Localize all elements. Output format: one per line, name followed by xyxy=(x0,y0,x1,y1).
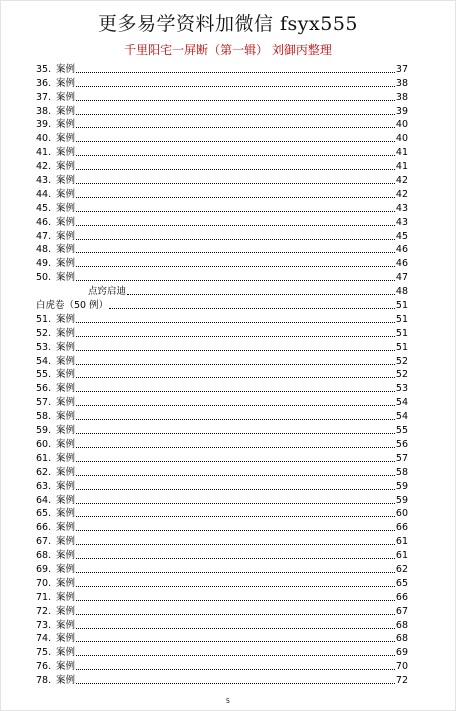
toc-dot-leader xyxy=(76,196,395,198)
toc-page-number: 59 xyxy=(395,480,408,492)
toc-entry-label: 案例 xyxy=(56,119,76,131)
toc-entry[interactable] xyxy=(36,603,408,617)
toc-dot-leader xyxy=(109,307,395,309)
toc-dot-leader xyxy=(76,85,395,87)
toc-dot-leader xyxy=(76,140,395,142)
toc-entry-label: 案例 xyxy=(56,438,76,450)
toc-entry-label: 案例 xyxy=(56,480,76,492)
toc-page-number: 61 xyxy=(395,536,408,548)
toc-entry[interactable] xyxy=(36,519,408,533)
toc-entry-number: 74. xyxy=(36,633,52,645)
toc-entry-number: 65. xyxy=(36,508,52,520)
document-subtitle: 千里阳宅一屏断（第一辑） 刘御丙整理 xyxy=(124,43,332,57)
toc-page-number: 42 xyxy=(395,175,408,187)
toc-entry-label: 案例 xyxy=(56,105,76,117)
toc-entry[interactable] xyxy=(36,255,408,269)
toc-entry-number: 54. xyxy=(36,355,52,367)
toc-page-number: 43 xyxy=(395,216,408,228)
toc-entry[interactable] xyxy=(36,89,408,103)
toc-entry-number: 40. xyxy=(36,133,52,145)
toc-dot-leader xyxy=(76,585,395,587)
toc-dot-leader xyxy=(76,363,395,365)
toc-entry[interactable] xyxy=(36,644,408,658)
toc-entry[interactable] xyxy=(36,561,408,575)
toc-entry-number: 58. xyxy=(36,411,52,423)
toc-page-number: 46 xyxy=(395,244,408,256)
toc-dot-leader xyxy=(76,349,395,351)
toc-entry[interactable] xyxy=(36,130,408,144)
toc-page-number: 57 xyxy=(395,452,408,464)
toc-entry-number: 49. xyxy=(36,258,52,270)
toc-entry-label: 案例 xyxy=(56,133,76,145)
toc-entry-number: 35. xyxy=(36,63,52,75)
toc-entry-number: 62. xyxy=(36,466,52,478)
toc-page-number: 66 xyxy=(395,591,408,603)
toc-page-number: 46 xyxy=(395,258,408,270)
toc-entry[interactable] xyxy=(36,172,408,186)
toc-dot-leader xyxy=(76,113,395,115)
toc-page-number: 37 xyxy=(395,63,408,75)
toc-dot-leader xyxy=(76,640,395,642)
toc-dot-leader xyxy=(76,571,395,573)
toc-dot-leader xyxy=(76,418,395,420)
toc-page-number: 56 xyxy=(395,438,408,450)
toc-entry[interactable] xyxy=(36,339,408,353)
toc-entry-label: 案例 xyxy=(56,397,76,409)
toc-entry-number: 56. xyxy=(36,383,52,395)
toc-dot-leader xyxy=(76,474,395,476)
toc-entry[interactable] xyxy=(36,492,408,506)
toc-section-heading[interactable] xyxy=(36,297,408,311)
toc-dot-leader xyxy=(76,251,395,253)
toc-entry-number: 59. xyxy=(36,425,52,437)
toc-dot-leader xyxy=(76,529,395,531)
toc-entry-number: 75. xyxy=(36,647,52,659)
toc-entry-label: 案例 xyxy=(56,272,76,284)
toc-entry[interactable] xyxy=(36,478,408,492)
toc-entry-label: 案例 xyxy=(56,633,76,645)
toc-dot-leader xyxy=(76,488,395,490)
toc-page-number: 54 xyxy=(395,397,408,409)
toc-entry[interactable] xyxy=(36,617,408,631)
toc-dot-leader xyxy=(76,168,395,170)
toc-entry-label: 案例 xyxy=(56,216,76,228)
toc-entry-label: 案例 xyxy=(56,147,76,159)
toc-entry-label: 案例 xyxy=(56,661,76,673)
toc-entry[interactable] xyxy=(36,311,408,325)
watermark-title: 更多易学资料加微信 fsyx555 xyxy=(97,13,359,35)
toc-page-number: 52 xyxy=(395,369,408,381)
toc-page-number: 68 xyxy=(395,619,408,631)
toc-note-entry[interactable] xyxy=(36,283,426,297)
toc-entry[interactable] xyxy=(36,380,408,394)
toc-entry-number: 44. xyxy=(36,188,52,200)
toc-dot-leader xyxy=(76,321,395,323)
toc-page-number: 52 xyxy=(395,355,408,367)
toc-dot-leader xyxy=(76,210,395,212)
toc-dot-leader xyxy=(76,502,395,504)
toc-entry-label: 案例 xyxy=(56,577,76,589)
table-of-contents xyxy=(36,61,408,686)
toc-entry-number: 53. xyxy=(36,341,52,353)
toc-dot-leader xyxy=(76,126,395,128)
toc-entry-label: 案例 xyxy=(56,550,76,562)
toc-entry-label: 点窍启迪 xyxy=(88,286,127,298)
toc-entry-label: 案例 xyxy=(56,188,76,200)
toc-entry-label: 案例 xyxy=(56,508,76,520)
toc-page-number: 38 xyxy=(395,77,408,89)
toc-page-number: 51 xyxy=(395,300,408,312)
toc-entry-number: 50. xyxy=(36,272,52,284)
toc-dot-leader xyxy=(76,668,395,670)
toc-entry-label: 案例 xyxy=(56,619,76,631)
toc-entry-number: 43. xyxy=(36,175,52,187)
toc-entry-number: 57. xyxy=(36,397,52,409)
toc-entry-number: 73. xyxy=(36,619,52,631)
toc-entry[interactable] xyxy=(36,408,408,422)
toc-entry-number: 38. xyxy=(36,105,52,117)
toc-dot-leader xyxy=(76,515,395,517)
toc-dot-leader xyxy=(76,557,395,559)
toc-page-number: 69 xyxy=(395,647,408,659)
toc-page-number: 55 xyxy=(395,425,408,437)
toc-page-number: 47 xyxy=(395,272,408,284)
toc-entry[interactable] xyxy=(36,61,408,75)
toc-page-number: 68 xyxy=(395,633,408,645)
toc-entry-number: 60. xyxy=(36,438,52,450)
toc-dot-leader xyxy=(76,71,395,73)
toc-page-number: 43 xyxy=(395,202,408,214)
toc-page-number: 51 xyxy=(395,327,408,339)
toc-page-number: 58 xyxy=(395,466,408,478)
toc-entry-label: 案例 xyxy=(56,452,76,464)
toc-entry-number: 51. xyxy=(36,313,52,325)
toc-page-number: 41 xyxy=(395,147,408,159)
toc-dot-leader xyxy=(76,182,395,184)
toc-dot-leader xyxy=(76,279,395,281)
toc-entry-number: 78. xyxy=(36,675,52,687)
toc-entry[interactable] xyxy=(36,506,408,520)
toc-entry[interactable] xyxy=(36,422,408,436)
toc-entry[interactable] xyxy=(36,547,408,561)
toc-entry[interactable] xyxy=(36,672,408,686)
toc-entry-number: 47. xyxy=(36,230,52,242)
toc-entry-label: 案例 xyxy=(56,675,76,687)
toc-dot-leader xyxy=(76,543,395,545)
toc-dot-leader xyxy=(76,460,395,462)
toc-entry-number: 63. xyxy=(36,480,52,492)
toc-entry-label: 案例 xyxy=(56,466,76,478)
toc-entry[interactable] xyxy=(36,214,408,228)
toc-entry-label: 案例 xyxy=(56,327,76,339)
toc-entry-number: 46. xyxy=(36,216,52,228)
toc-dot-leader xyxy=(127,293,395,295)
toc-dot-leader xyxy=(76,390,395,392)
toc-dot-leader xyxy=(76,404,395,406)
toc-entry-label: 案例 xyxy=(56,355,76,367)
toc-dot-leader xyxy=(76,682,395,684)
toc-entry-label: 案例 xyxy=(56,244,76,256)
toc-dot-leader xyxy=(76,238,395,240)
toc-dot-leader xyxy=(76,376,395,378)
toc-entry-number: 37. xyxy=(36,91,52,103)
toc-entry[interactable] xyxy=(36,117,408,131)
toc-entry[interactable] xyxy=(36,144,408,158)
toc-entry[interactable] xyxy=(36,464,408,478)
toc-page-number: 59 xyxy=(395,494,408,506)
toc-entry-label: 白虎卷（50 例） xyxy=(36,300,109,312)
page-number: 5 xyxy=(225,697,231,705)
toc-page-number: 70 xyxy=(395,661,408,673)
toc-entry-number: 48. xyxy=(36,244,52,256)
toc-page-number: 45 xyxy=(395,230,408,242)
toc-dot-leader xyxy=(76,335,395,337)
toc-dot-leader xyxy=(76,654,395,656)
toc-entry[interactable] xyxy=(36,269,408,283)
toc-entry[interactable] xyxy=(36,658,408,672)
toc-entry[interactable] xyxy=(36,575,408,589)
toc-entry-number: 72. xyxy=(36,605,52,617)
toc-entry-label: 案例 xyxy=(56,522,76,534)
toc-entry[interactable] xyxy=(36,200,408,214)
toc-entry-label: 案例 xyxy=(56,494,76,506)
toc-dot-leader xyxy=(76,613,395,615)
toc-dot-leader xyxy=(76,432,395,434)
toc-entry[interactable] xyxy=(36,533,408,547)
toc-entry[interactable] xyxy=(36,450,408,464)
toc-page-number: 42 xyxy=(395,188,408,200)
toc-entry[interactable] xyxy=(36,325,408,339)
toc-entry-number: 45. xyxy=(36,202,52,214)
toc-entry-label: 案例 xyxy=(56,341,76,353)
toc-entry-number: 69. xyxy=(36,563,52,575)
toc-entry-label: 案例 xyxy=(56,536,76,548)
toc-entry-label: 案例 xyxy=(56,411,76,423)
toc-entry-label: 案例 xyxy=(56,258,76,270)
toc-dot-leader xyxy=(76,99,395,101)
toc-page-number: 39 xyxy=(395,105,408,117)
toc-entry[interactable] xyxy=(36,242,408,256)
toc-page-number: 53 xyxy=(395,383,408,395)
toc-dot-leader xyxy=(76,599,395,601)
toc-entry[interactable] xyxy=(36,436,408,450)
toc-page-number: 67 xyxy=(395,605,408,617)
toc-entry-number: 55. xyxy=(36,369,52,381)
toc-dot-leader xyxy=(76,446,395,448)
toc-page-number: 72 xyxy=(395,675,408,687)
toc-entry-label: 案例 xyxy=(56,591,76,603)
toc-entry-number: 64. xyxy=(36,494,52,506)
toc-page-number: 48 xyxy=(395,286,408,298)
toc-entry[interactable] xyxy=(36,75,408,89)
toc-entry-number: 67. xyxy=(36,536,52,548)
toc-entry-label: 案例 xyxy=(56,425,76,437)
toc-entry-label: 案例 xyxy=(56,175,76,187)
toc-page-number: 61 xyxy=(395,550,408,562)
toc-entry-number: 36. xyxy=(36,77,52,89)
toc-entry-label: 案例 xyxy=(56,202,76,214)
toc-entry-label: 案例 xyxy=(56,63,76,75)
toc-entry-label: 案例 xyxy=(56,161,76,173)
toc-dot-leader xyxy=(76,265,395,267)
toc-entry[interactable] xyxy=(36,394,408,408)
toc-page-number: 54 xyxy=(395,411,408,423)
toc-page-number: 51 xyxy=(395,313,408,325)
toc-entry-label: 案例 xyxy=(56,313,76,325)
toc-entry-number: 66. xyxy=(36,522,52,534)
toc-entry-label: 案例 xyxy=(56,91,76,103)
toc-entry[interactable] xyxy=(36,186,408,200)
toc-page-number: 62 xyxy=(395,563,408,575)
toc-entry[interactable] xyxy=(36,589,408,603)
toc-entry-number: 68. xyxy=(36,550,52,562)
toc-page-number: 40 xyxy=(395,119,408,131)
toc-entry-label: 案例 xyxy=(56,230,76,242)
toc-page-number: 38 xyxy=(395,91,408,103)
toc-dot-leader xyxy=(76,154,395,156)
toc-entry[interactable] xyxy=(36,631,408,645)
toc-page-number: 66 xyxy=(395,522,408,534)
toc-entry-number: 76. xyxy=(36,661,52,673)
toc-dot-leader xyxy=(76,224,395,226)
toc-entry-number: 61. xyxy=(36,452,52,464)
toc-dot-leader xyxy=(76,627,395,629)
toc-entry-number: 39. xyxy=(36,119,52,131)
toc-entry[interactable] xyxy=(36,353,408,367)
toc-page-number: 40 xyxy=(395,133,408,145)
toc-entry[interactable] xyxy=(36,228,408,242)
toc-entry-label: 案例 xyxy=(56,369,76,381)
toc-page-number: 65 xyxy=(395,577,408,589)
toc-entry-label: 案例 xyxy=(56,383,76,395)
toc-entry-label: 案例 xyxy=(56,605,76,617)
toc-entry[interactable] xyxy=(36,367,408,381)
toc-entry-number: 42. xyxy=(36,161,52,173)
toc-entry-number: 70. xyxy=(36,577,52,589)
toc-page-number: 51 xyxy=(395,341,408,353)
toc-entry-label: 案例 xyxy=(56,563,76,575)
toc-entry-number: 71. xyxy=(36,591,52,603)
toc-entry[interactable] xyxy=(36,158,408,172)
toc-entry-number: 52. xyxy=(36,327,52,339)
toc-entry-label: 案例 xyxy=(56,77,76,89)
toc-page-number: 60 xyxy=(395,508,408,520)
toc-entry-number: 41. xyxy=(36,147,52,159)
toc-page-number: 41 xyxy=(395,161,408,173)
toc-entry-label: 案例 xyxy=(56,647,76,659)
toc-entry[interactable] xyxy=(36,103,408,117)
